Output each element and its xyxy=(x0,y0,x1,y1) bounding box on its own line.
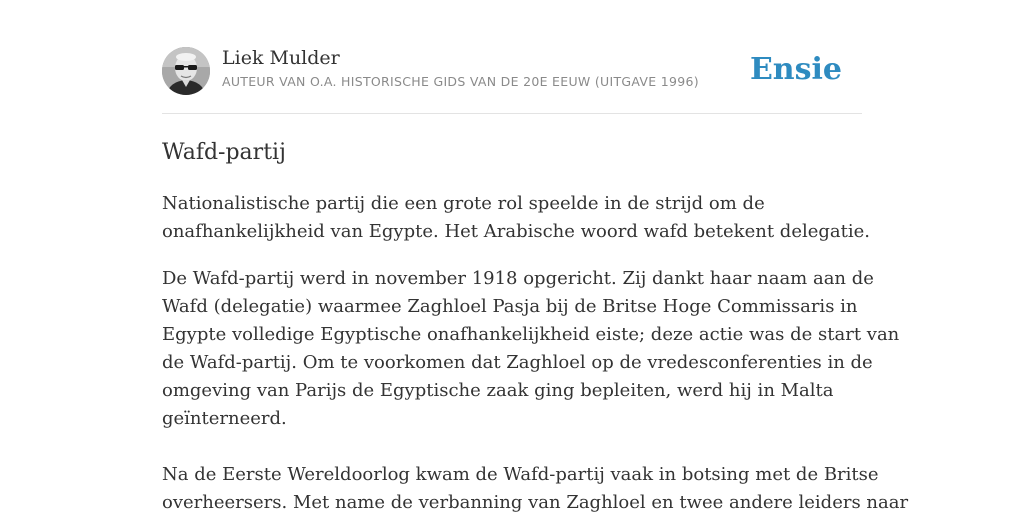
article-paragraph xyxy=(162,265,900,433)
article-title: Wafd-partij xyxy=(162,140,286,165)
paragraph-line: De Wafd-partij werd in november 1918 opgericht. Zij dankt haar naam aan de xyxy=(162,268,874,289)
paragraph-line: de Wafd-partij. Om te voorkomen dat Zaghloel op de vredesconferenties in de xyxy=(162,352,873,373)
author-avatar[interactable] xyxy=(162,47,210,95)
paragraph-line: Nationalistische partij die een grote rol speelde in de strijd om de xyxy=(162,193,765,214)
paragraph-line: Na de Eerste Wereldoorlog kwam de Wafd-partij vaak in botsing met de Britse xyxy=(162,464,879,485)
article-paragraph xyxy=(162,190,870,246)
paragraph-line: Egypte volledige Egyptische onafhankelijkheid eiste; deze actie was de start van xyxy=(162,324,900,345)
avatar-portrait-image xyxy=(162,47,210,95)
paragraph-line: overheersers. Met name de verbanning van Zaghloel en twee andere leiders naar xyxy=(162,492,909,512)
author-description: AUTEUR VAN O.A. HISTORISCHE GIDS VAN DE 20E EEUW (UITGAVE 1996) xyxy=(222,74,699,89)
author-name[interactable]: Liek Mulder xyxy=(222,47,340,69)
paragraph-line: geïnterneerd. xyxy=(162,408,287,429)
paragraph-line: onafhankelijkheid van Egypte. Het Arabische woord wafd betekent delegatie. xyxy=(162,221,870,242)
article-body xyxy=(162,190,909,512)
article-paragraph xyxy=(162,461,909,512)
author-header xyxy=(162,46,862,98)
paragraph-line: Wafd (delegatie) waarmee Zaghloel Pasja bij de Britse Hoge Commissaris in xyxy=(162,296,858,317)
brand-logo[interactable]: Ensie xyxy=(749,52,842,87)
header-divider xyxy=(162,113,862,114)
paragraph-line: omgeving van Parijs de Egyptische zaak ging bepleiten, werd hij in Malta xyxy=(162,380,834,401)
